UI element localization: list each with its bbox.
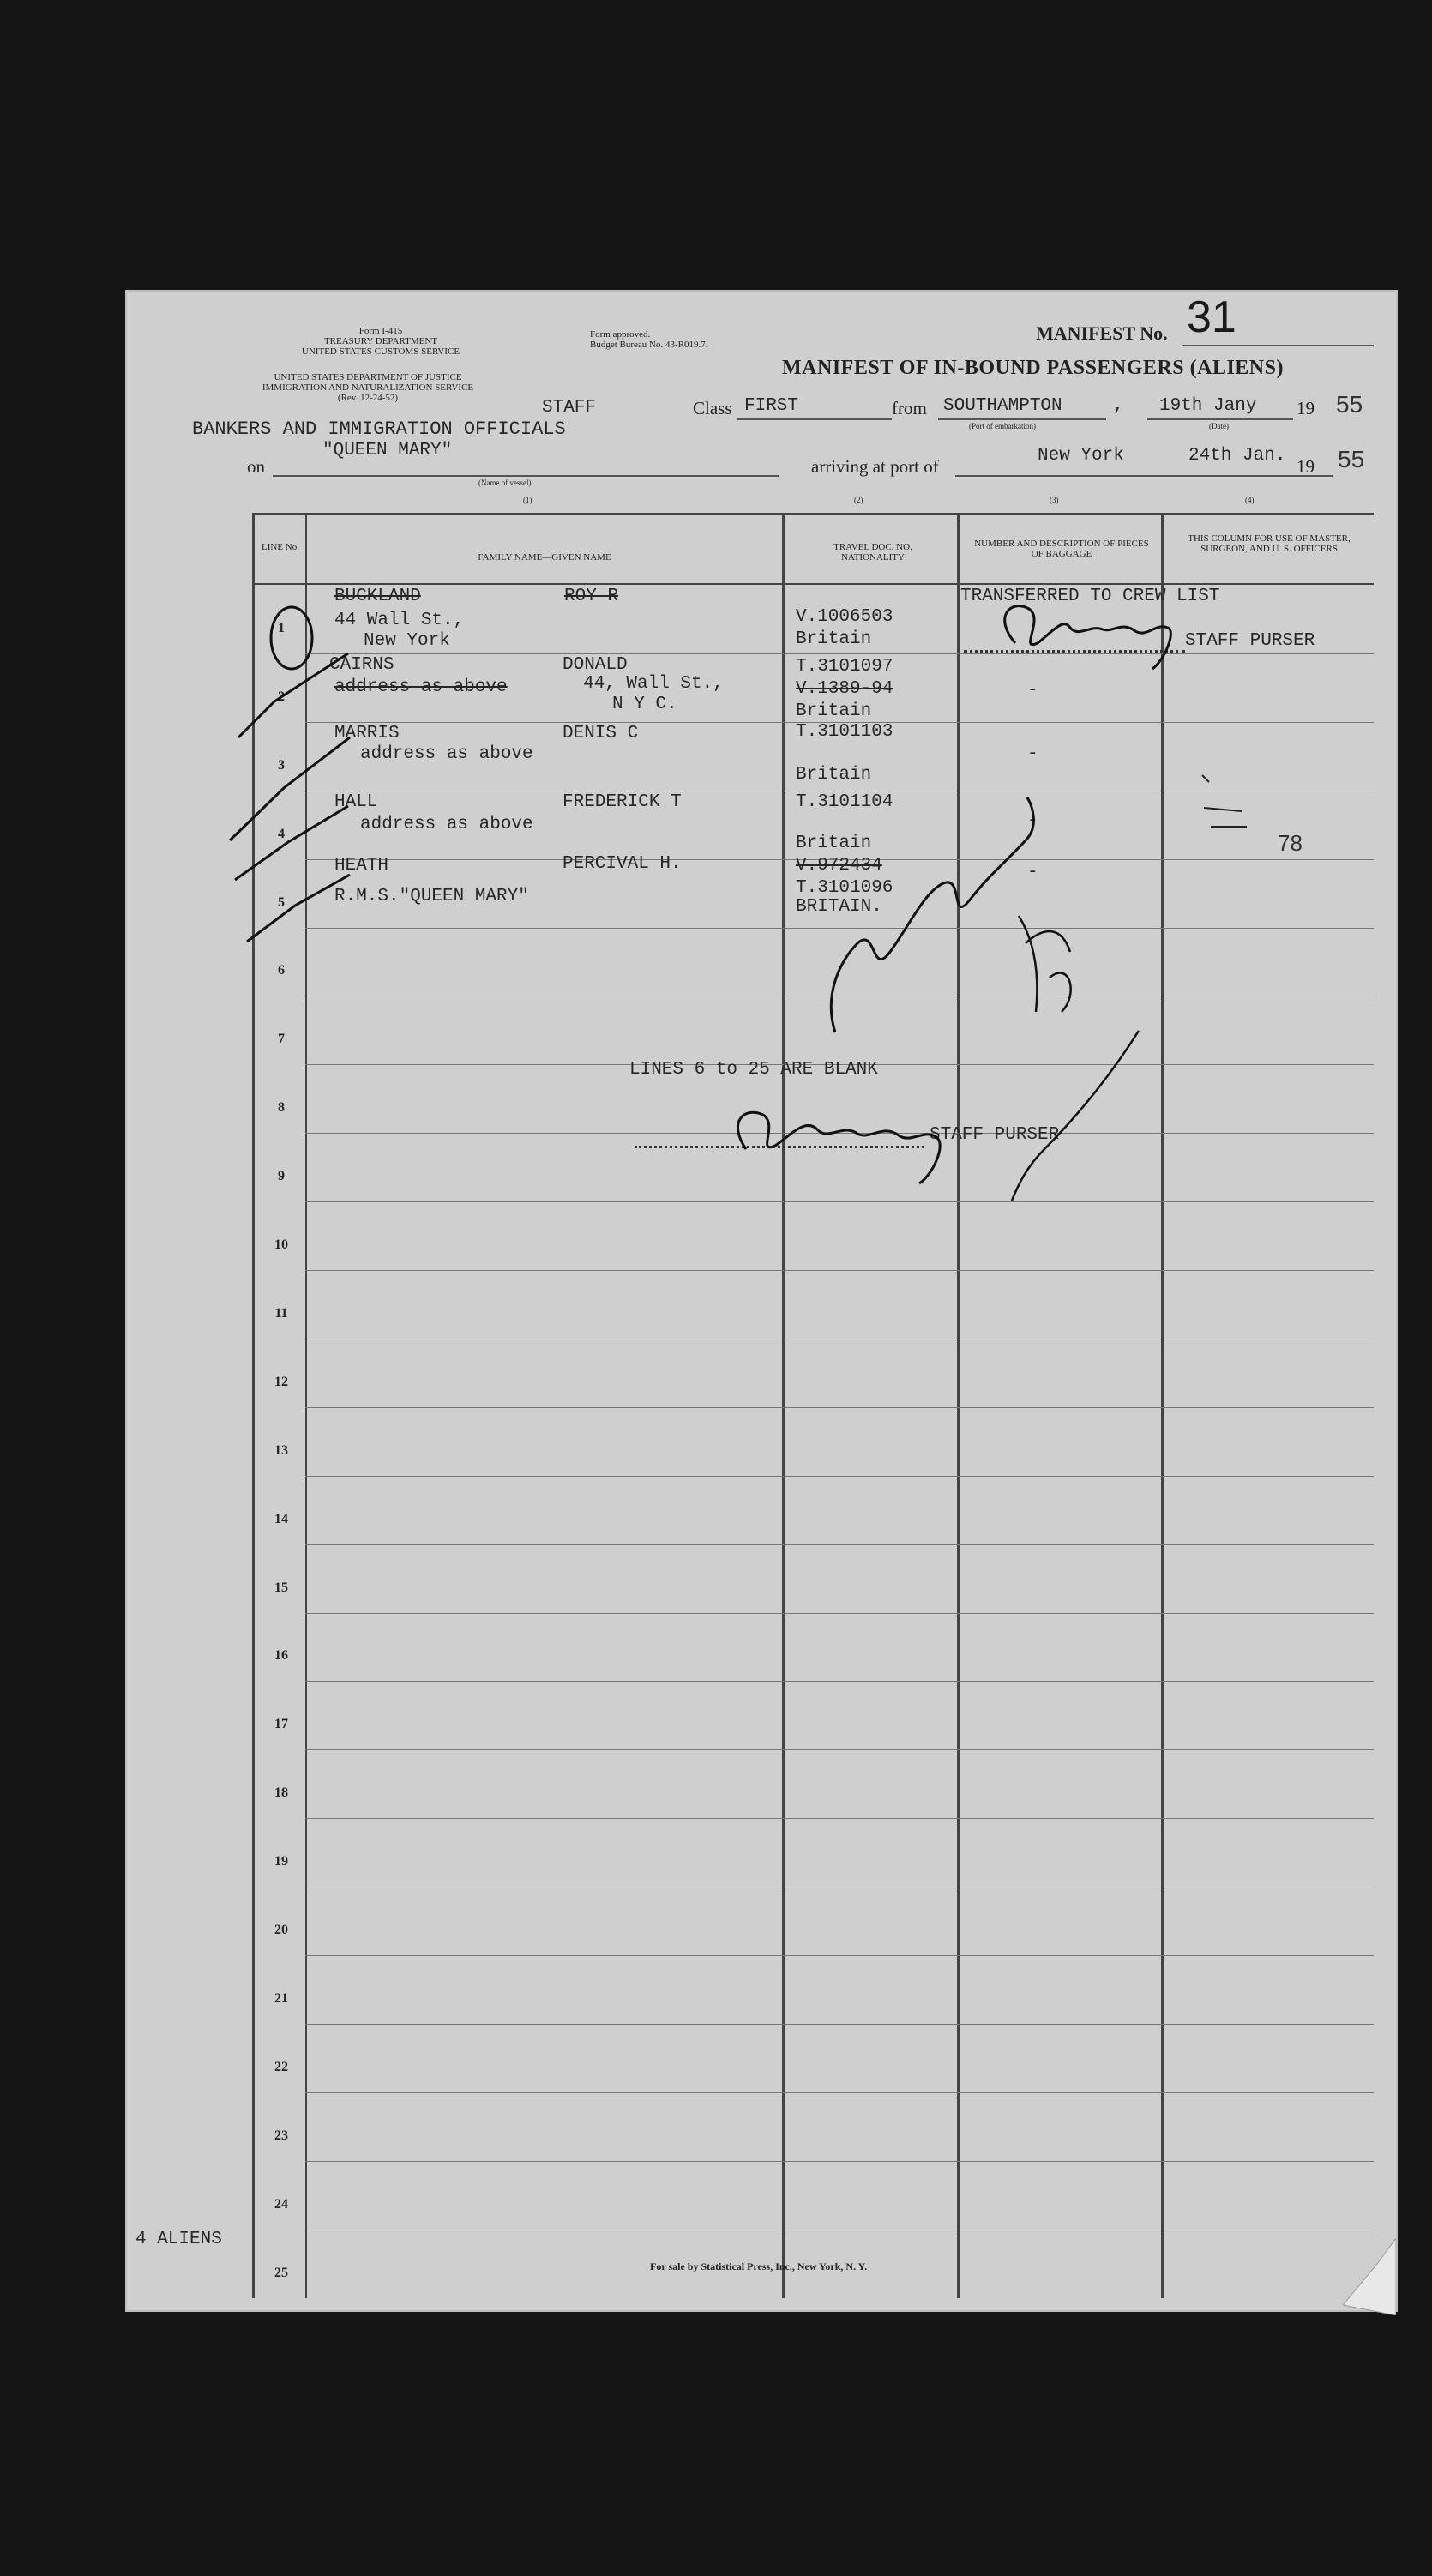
check-mark (238, 653, 348, 737)
purser-signature (1005, 606, 1171, 669)
line-number: 19 (274, 1854, 288, 1869)
blank-lines-note: LINES 6 to 25 ARE BLANK (629, 1060, 878, 1080)
entry-4-given: FREDERICK T (563, 792, 682, 812)
baggage-mark: - (1027, 811, 1038, 831)
entry-3-family: MARRIS (334, 724, 400, 743)
baggage-mark: - (1027, 863, 1038, 882)
col-header-travel-doc: TRAVEL DOC. NO. NATIONALITY (833, 542, 912, 563)
purser-signature (737, 1112, 940, 1183)
entry-1-doc: V.1006503 (796, 607, 893, 627)
entry-4-address: address as above (360, 815, 533, 834)
entry-5-nationality: BRITAIN. (796, 897, 882, 917)
entry-5-address: R.M.S."QUEEN MARY" (334, 887, 529, 906)
entry-3-nationality: Britain (796, 765, 872, 785)
entry-5-doc-struck: V.972434 (796, 856, 882, 876)
line-number: 16 (274, 1648, 288, 1663)
arriving-label: arriving at port of (811, 456, 939, 477)
port-embarkation-caption: (Port of embarkation) (969, 422, 1036, 430)
line-number: 20 (274, 1923, 288, 1937)
ink-stroke (1012, 1031, 1139, 1201)
arrival-year-prefix: 19 (1297, 456, 1315, 477)
year-value: 55 (1336, 391, 1363, 418)
entry-3-given: DENIS C (563, 724, 639, 743)
check-mark (235, 806, 348, 880)
transferred-note: TRANSFERRED TO CREW LIST (960, 587, 1220, 606)
manifest-page: Form I-415 TREASURY DEPARTMENT UNITED STATES CUSTOMS SERVICE UNITED STATES DEPARTMENT OF JUSTICE IMMIGRATION AND NATURALIZATION SERVICE (Rev. 12-24-52) Form approved. Budget Bureau No. 43-R019.7. MANIFEST No. 31 MANIFEST OF IN-BOUND PASSENGERS (ALIENS) STAFF Class FIRST from SOUTHAMPTON (Port of embarkation) , 19th Jany 19 55 (Date) BANKERS AND IMMIGRATION OFFICIALS on "QUEEN MARY" (Name of vessel) arriving at port of New York 24th Jan. 19 55 (1) (2) (3) (4) LINE No. FAMILY NAME—GIVEN NAME TRAVEL DOC. NO. NATIONALITY NUMBER AND DESCRIPTION OF PIECES OF BAGGAGE THIS COLUMN FOR USE OF MASTER, SURGEON, AND U. S. OFFICERS 1 2 3 4 5 6 7 8 9 10 11 12 13 14 15 16 17 18 19 20 21 22 23 24 25 BUCKLAND ROY R 44 Wall St., New York V.1006503 Britain CAIRNS DONALD address as above 44, Wall St., N Y C. T.3101097 V.1389-94 Britain MARRIS DENIS C address as above T.3101103 Britain HALL FREDERICK T address as above T.3101104 Britain HEATH PERCIVAL H. R.M.S."QUEEN MARY" V.972434 T.3101096 BRITAIN. - - - - TRANSFERRED TO CREW LIST STAFF PURSER 78 LINES 6 to 25 ARE BLANK STAFF PURSER 4 ALIENS For sale by Statistical Press, Inc., New York, N. Y. (127, 292, 1396, 2310)
vessel-caption: (Name of vessel) (478, 478, 532, 487)
passenger-group: BANKERS AND IMMIGRATION OFFICIALS (192, 418, 566, 440)
circle-mark (271, 607, 312, 669)
entry-5-doc: T.3101096 (796, 878, 893, 898)
col-header-line: LINE No. (262, 542, 299, 552)
from-label: from (892, 398, 927, 418)
entry-5-given: PERCIVAL H. (563, 854, 682, 874)
arrival-date: 24th Jan. (1188, 446, 1286, 466)
entry-5-family: HEATH (334, 856, 389, 876)
vessel-name: "QUEEN MARY" (322, 441, 453, 460)
entry-1-address: 44 Wall St., (334, 611, 465, 630)
entry-2-given: DONALD (563, 655, 628, 675)
line-number: 11 (274, 1306, 288, 1321)
baggage-mark: - (1027, 681, 1038, 701)
col-number-3: (3) (1050, 496, 1059, 504)
staff-purser-label: STAFF PURSER (1185, 631, 1315, 651)
treasury-block: Form I-415 TREASURY DEPARTMENT UNITED STATES CUSTOMS SERVICE (301, 326, 460, 357)
entry-1-family: BUCKLAND (334, 587, 421, 606)
line-number: 9 (278, 1169, 285, 1183)
approval-block: Form approved. Budget Bureau No. 43-R019.7. (590, 329, 708, 350)
baggage-mark: - (1027, 744, 1038, 764)
line-number: 12 (274, 1375, 288, 1389)
entry-2-address: address as above (334, 677, 508, 697)
entry-2-address-alt-2: N Y C. (612, 695, 677, 714)
printer-footer: For sale by Statistical Press, Inc., New York, N. Y. (650, 2260, 868, 2272)
col-header-baggage: NUMBER AND DESCRIPTION OF PIECES OF BAGGAGE (974, 539, 1149, 559)
line-number: 4 (278, 827, 285, 841)
check-mark (247, 875, 350, 942)
line-number: 14 (274, 1512, 288, 1526)
line-number: 21 (274, 1991, 288, 2006)
entry-1-given: ROY R (564, 587, 619, 606)
line-number: 7 (278, 1032, 285, 1046)
line-number: 25 (274, 2266, 288, 2280)
entry-3-address: address as above (360, 744, 533, 764)
line-number: 15 (274, 1580, 288, 1595)
line-number: 13 (274, 1443, 288, 1458)
manifest-number: 31 (1187, 292, 1236, 342)
entry-4-family: HALL (334, 792, 378, 812)
manifest-label: MANIFEST No. (1036, 322, 1168, 344)
line-number: 6 (278, 963, 285, 978)
entry-2-doc-struck: V.1389-94 (796, 679, 893, 699)
departure-date: 19th Jany (1159, 396, 1257, 416)
entry-4-nationality: Britain (796, 834, 872, 853)
staff-purser-label: STAFF PURSER (930, 1125, 1060, 1145)
inspector-signature (831, 797, 1033, 1032)
entry-4-doc: T.3101104 (796, 792, 893, 812)
entry-2-doc: T.3101097 (796, 657, 893, 677)
arrival-year: 55 (1338, 446, 1365, 472)
entry-2-family: CAIRNS (329, 655, 394, 675)
line-number: 24 (274, 2197, 288, 2212)
port-embarkation: SOUTHAMPTON (943, 396, 1062, 416)
time-annotation (1019, 916, 1071, 1012)
curled-corner (1343, 2238, 1396, 2315)
staff-label: STAFF (542, 398, 597, 418)
manifest-title: MANIFEST OF IN-BOUND PASSENGERS (ALIENS) (782, 357, 1284, 379)
line-number: 17 (274, 1717, 288, 1731)
ink-marks (1202, 775, 1247, 827)
aliens-total: 4 ALIENS (135, 2230, 222, 2249)
check-mark (230, 737, 350, 840)
entry-1-nationality: Britain (796, 629, 872, 649)
col-number-1: (1) (523, 496, 532, 504)
col-number-4: (4) (1245, 496, 1255, 504)
line-number: 5 (278, 895, 285, 910)
on-label: on (247, 456, 265, 477)
entry-1-address-2: New York (364, 631, 450, 651)
entry-3-doc: T.3101103 (796, 722, 893, 742)
entry-2-nationality: Britain (796, 701, 872, 721)
line-number: 18 (274, 1785, 288, 1800)
date-caption: (Date) (1209, 422, 1229, 430)
line-number: 3 (278, 758, 285, 773)
class-value: FIRST (744, 396, 799, 416)
line-number: 22 (274, 2060, 288, 2074)
handwriting-layer (127, 292, 1396, 2310)
col-number-2: (2) (854, 496, 863, 504)
line-number: 2 (278, 689, 285, 704)
line-number: 23 (274, 2128, 288, 2143)
doj-block: UNITED STATES DEPARTMENT OF JUSTICE IMMIGRATION AND NATURALIZATION SERVICE (Rev. 12-24-52) (262, 372, 474, 403)
arrival-port: New York (1038, 446, 1124, 466)
col-header-officials: THIS COLUMN FOR USE OF MASTER, SURGEON, AND U. S. OFFICERS (1188, 533, 1351, 554)
entry-2-address-alt: 44, Wall St., (583, 674, 724, 694)
class-label: Class (693, 398, 732, 418)
line-number: 10 (274, 1237, 288, 1252)
official-mark: 78 (1278, 830, 1303, 856)
col-header-name: FAMILY NAME—GIVEN NAME (478, 552, 611, 563)
line-number: 1 (278, 621, 285, 635)
line-number: 8 (278, 1100, 285, 1115)
year-prefix: 19 (1297, 398, 1315, 418)
